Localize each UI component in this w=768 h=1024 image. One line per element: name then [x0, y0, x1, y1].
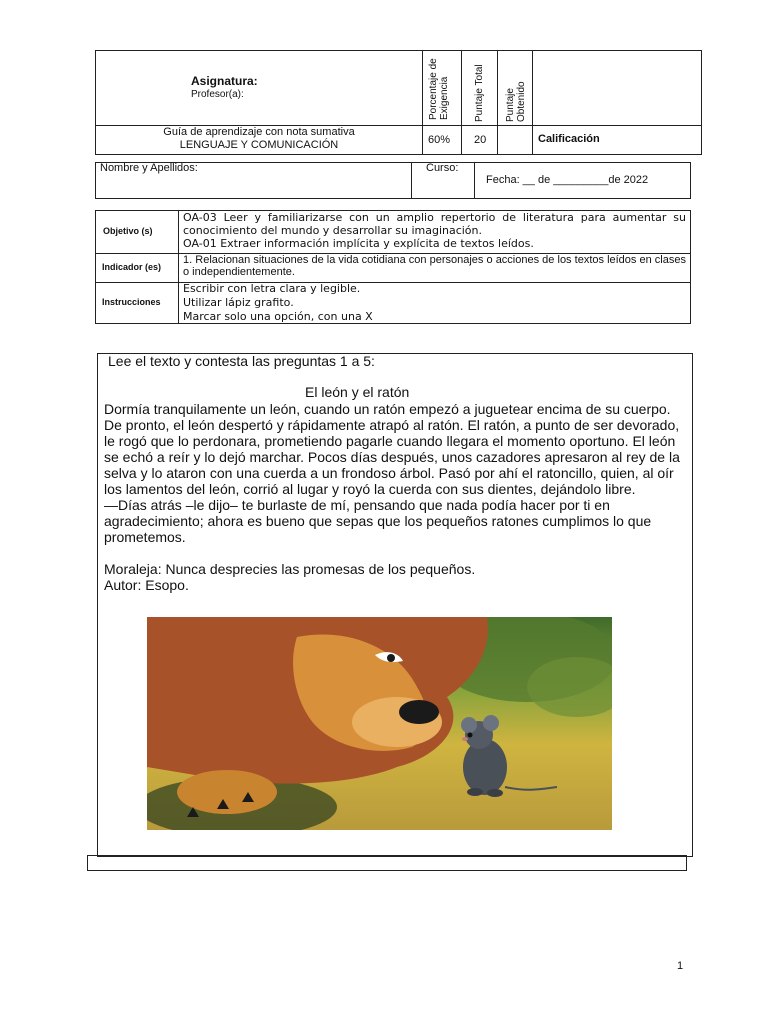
lion-and-mouse-image: [147, 617, 612, 830]
col-percentage-header: Porcentaje de Exigencia: [428, 58, 450, 120]
col-obtained-header: Puntaje Obtenido: [505, 81, 527, 122]
grade-label: Calificación: [538, 133, 600, 145]
instructions-label: Instrucciones: [102, 297, 161, 307]
header-col-line: [497, 50, 498, 155]
header-col-line: [422, 50, 423, 155]
date-field[interactable]: Fecha: __ de _________de 2022: [486, 174, 649, 186]
page-number: 1: [677, 960, 684, 972]
lion-and-mouse-illustration: [147, 617, 612, 830]
indicator-label: Indicador (es): [102, 262, 162, 272]
story-body: Dormía tranquilamente un león, cuando un ratón empezó a juguetear encima de su cuerpo. De pronto, el león despertó y rápidamente atrapó al ratón. El ratón, a punto de ser devorado, le rogó que lo perdonara, prometiendo pagarle cuando llegara el momento oportuno. El león se echó a reír y lo dejó marchar. Pocos días después, unos cazadores apresaron al rey de la selva y lo ataron con una cuerda a un frondoso árbol. Pasó por ahí el ratoncillo, quien, al oír los lamentos del león, corrió al lugar y royó la cuerda con sus dientes, dejándolo libre.: [104, 401, 680, 497]
col-total-header: Puntaje Total: [474, 64, 485, 122]
story-dialogue: —Días atrás –le dijo– te burlaste de mí, pensando que nada podía hacer por ti en agradecimiento; ahora es bueno que sepas que los pequeños ratones cumplimos lo que prometemos.: [104, 497, 652, 545]
header-col-line: [532, 50, 533, 155]
percentage-value: 60%: [428, 134, 451, 146]
objective-label: Objetivo (s): [103, 226, 153, 236]
reading-bottom-strip: [87, 855, 687, 871]
indicator-text: 1. Relacionan situaciones de la vida cotidiana con personajes o acciones de los textos leídos en clases o independientemente.: [183, 254, 686, 278]
student-col-line: [411, 162, 412, 199]
reading-intro: Lee el texto y contesta las preguntas 1 a 5:: [108, 353, 375, 369]
instructions-text: Escribir con letra clara y legible. Utilizar lápiz grafito. Marcar solo una opción, con una X: [183, 282, 373, 323]
course-field[interactable]: Curso:: [426, 162, 459, 174]
student-col-line: [474, 162, 475, 199]
story-text: [104, 401, 682, 593]
guide-title: Guía de aprendizaje con nota sumativa LENGUAJE Y COMUNICACIÓN: [163, 126, 355, 151]
story-title: El león y el ratón: [305, 384, 410, 400]
story-moral: Moraleja: Nunca desprecies las promesas de los pequeños.: [104, 561, 476, 577]
teacher-label: Profesor(a):: [191, 89, 244, 100]
story-author: Autor: Esopo.: [104, 577, 189, 593]
subject-label: Asignatura:: [191, 74, 258, 88]
header-col-line: [461, 50, 462, 155]
total-value: 20: [474, 134, 487, 146]
name-field[interactable]: Nombre y Apellidos:: [100, 162, 198, 174]
objective-text: OA-03 Leer y familiarizarse con un amplio repertorio de literatura para aumentar su conocimiento del mundo y desarrollar su imaginación. OA-01 Extraer información implícita y explícita de textos leídos.: [183, 211, 686, 250]
objectives-col-line: [178, 210, 179, 324]
